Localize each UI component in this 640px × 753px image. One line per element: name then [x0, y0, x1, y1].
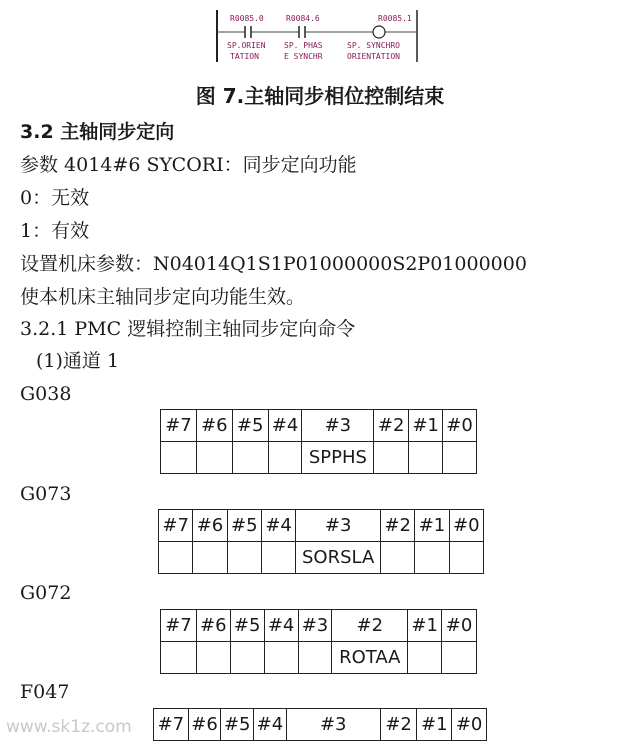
signal-cell — [193, 542, 227, 574]
contact-r0085-0 — [227, 14, 266, 61]
signal-row — [161, 642, 477, 674]
register-g038-name: G038 — [20, 383, 72, 405]
signal-cell — [196, 442, 232, 474]
signal-cell — [381, 542, 415, 574]
bit-header: #3 — [302, 410, 374, 442]
signal-cell — [264, 642, 298, 674]
bit-header: #5 — [232, 410, 268, 442]
bit-header: #6 — [196, 410, 232, 442]
bit-header: #0 — [443, 410, 477, 442]
signal-cell — [230, 642, 264, 674]
contact-2-label-1: SP. PHAS — [284, 41, 323, 50]
bit-header: #5 — [230, 610, 264, 642]
bit-header: #7 — [159, 510, 193, 542]
coil-address: R0085.1 — [378, 14, 412, 23]
register-g073-name: G073 — [20, 483, 72, 505]
contact-2-label-2: E SYNCHR — [284, 52, 323, 61]
contact-1-label-1: SP.ORIEN — [227, 41, 266, 50]
param-line: 参数 4014#6 SYCORI：同步定向功能 — [20, 154, 357, 176]
signal-cell-sorsla: SORSLA — [296, 542, 381, 574]
bit-header: #3 — [296, 510, 381, 542]
signal-row — [159, 542, 484, 574]
register-f047-name: F047 — [20, 681, 70, 703]
option-1-line: 1：有效 — [20, 220, 90, 242]
signal-cell — [268, 442, 302, 474]
signal-cell — [232, 442, 268, 474]
bit-header: #3 — [298, 610, 332, 642]
signal-cell — [298, 642, 332, 674]
bit-header: #6 — [188, 709, 221, 741]
bit-header: #2 — [374, 410, 409, 442]
figure-caption: 图 7.主轴同步相位控制结束 — [195, 84, 445, 108]
bit-header-row — [154, 709, 487, 741]
signal-row — [161, 442, 477, 474]
coil-r0085-1 — [347, 14, 412, 61]
coil-label-1: SP. SYNCHRO — [347, 41, 400, 50]
signal-cell — [161, 642, 197, 674]
signal-cell — [227, 542, 261, 574]
register-g072-table — [160, 609, 477, 674]
signal-cell — [409, 442, 443, 474]
bit-header: #4 — [254, 709, 287, 741]
signal-cell — [415, 542, 449, 574]
bit-header: #4 — [264, 610, 298, 642]
coil-label-2: ORIENTATION — [347, 52, 400, 61]
subsection-heading: 3.2.1 PMC 逻辑控制主轴同步定向命令 — [20, 318, 356, 340]
register-g073-table — [158, 509, 484, 574]
option-0-line: 0：无效 — [20, 187, 90, 209]
bit-header: #7 — [161, 410, 197, 442]
bit-header: #1 — [409, 410, 443, 442]
bit-header: #5 — [227, 510, 261, 542]
signal-cell — [443, 442, 477, 474]
register-g072-name: G072 — [20, 582, 72, 604]
bit-header: #3 — [286, 709, 380, 741]
bit-header-row — [159, 510, 484, 542]
bit-header: #0 — [449, 510, 483, 542]
signal-cell — [161, 442, 197, 474]
channel-heading: (1)通道 1 — [36, 350, 120, 372]
bit-header: #1 — [417, 709, 452, 741]
bit-header: #2 — [380, 709, 417, 741]
bit-header: #0 — [442, 610, 477, 642]
watermark: www.sk1z.com — [6, 717, 132, 737]
contact-r0084-6 — [284, 14, 323, 61]
register-g038-table — [160, 409, 477, 474]
signal-cell — [449, 542, 483, 574]
signal-cell-rotaa: ROTAA — [332, 642, 408, 674]
bit-header: #4 — [268, 410, 302, 442]
effect-line: 使本机床主轴同步定向功能生效。 — [20, 286, 306, 308]
signal-cell — [159, 542, 193, 574]
bit-header: #1 — [408, 610, 442, 642]
signal-cell — [261, 542, 295, 574]
signal-cell — [408, 642, 442, 674]
signal-cell — [374, 442, 409, 474]
bit-header: #6 — [196, 610, 230, 642]
setting-line: 设置机床参数：N04014Q1S1P01000000S2P01000000 — [20, 253, 527, 275]
bit-header: #5 — [221, 709, 254, 741]
bit-header-row — [161, 610, 477, 642]
contact-1-address: R0085.0 — [230, 14, 264, 23]
contact-1-label-2: TATION — [230, 52, 259, 61]
section-heading: 3.2 主轴同步定向 — [20, 121, 175, 143]
bit-header: #2 — [332, 610, 408, 642]
bit-header: #2 — [381, 510, 415, 542]
bit-header: #6 — [193, 510, 227, 542]
signal-cell — [442, 642, 477, 674]
bit-header: #0 — [452, 709, 487, 741]
bit-header: #1 — [415, 510, 449, 542]
signal-cell — [196, 642, 230, 674]
ladder-diagram — [210, 6, 425, 66]
bit-header-row — [161, 410, 477, 442]
register-f047-table — [153, 708, 487, 741]
bit-header: #7 — [161, 610, 197, 642]
bit-header: #7 — [154, 709, 189, 741]
bit-header: #4 — [261, 510, 295, 542]
contact-2-address: R0084.6 — [286, 14, 320, 23]
signal-cell-sppHS: SPPHS — [302, 442, 374, 474]
